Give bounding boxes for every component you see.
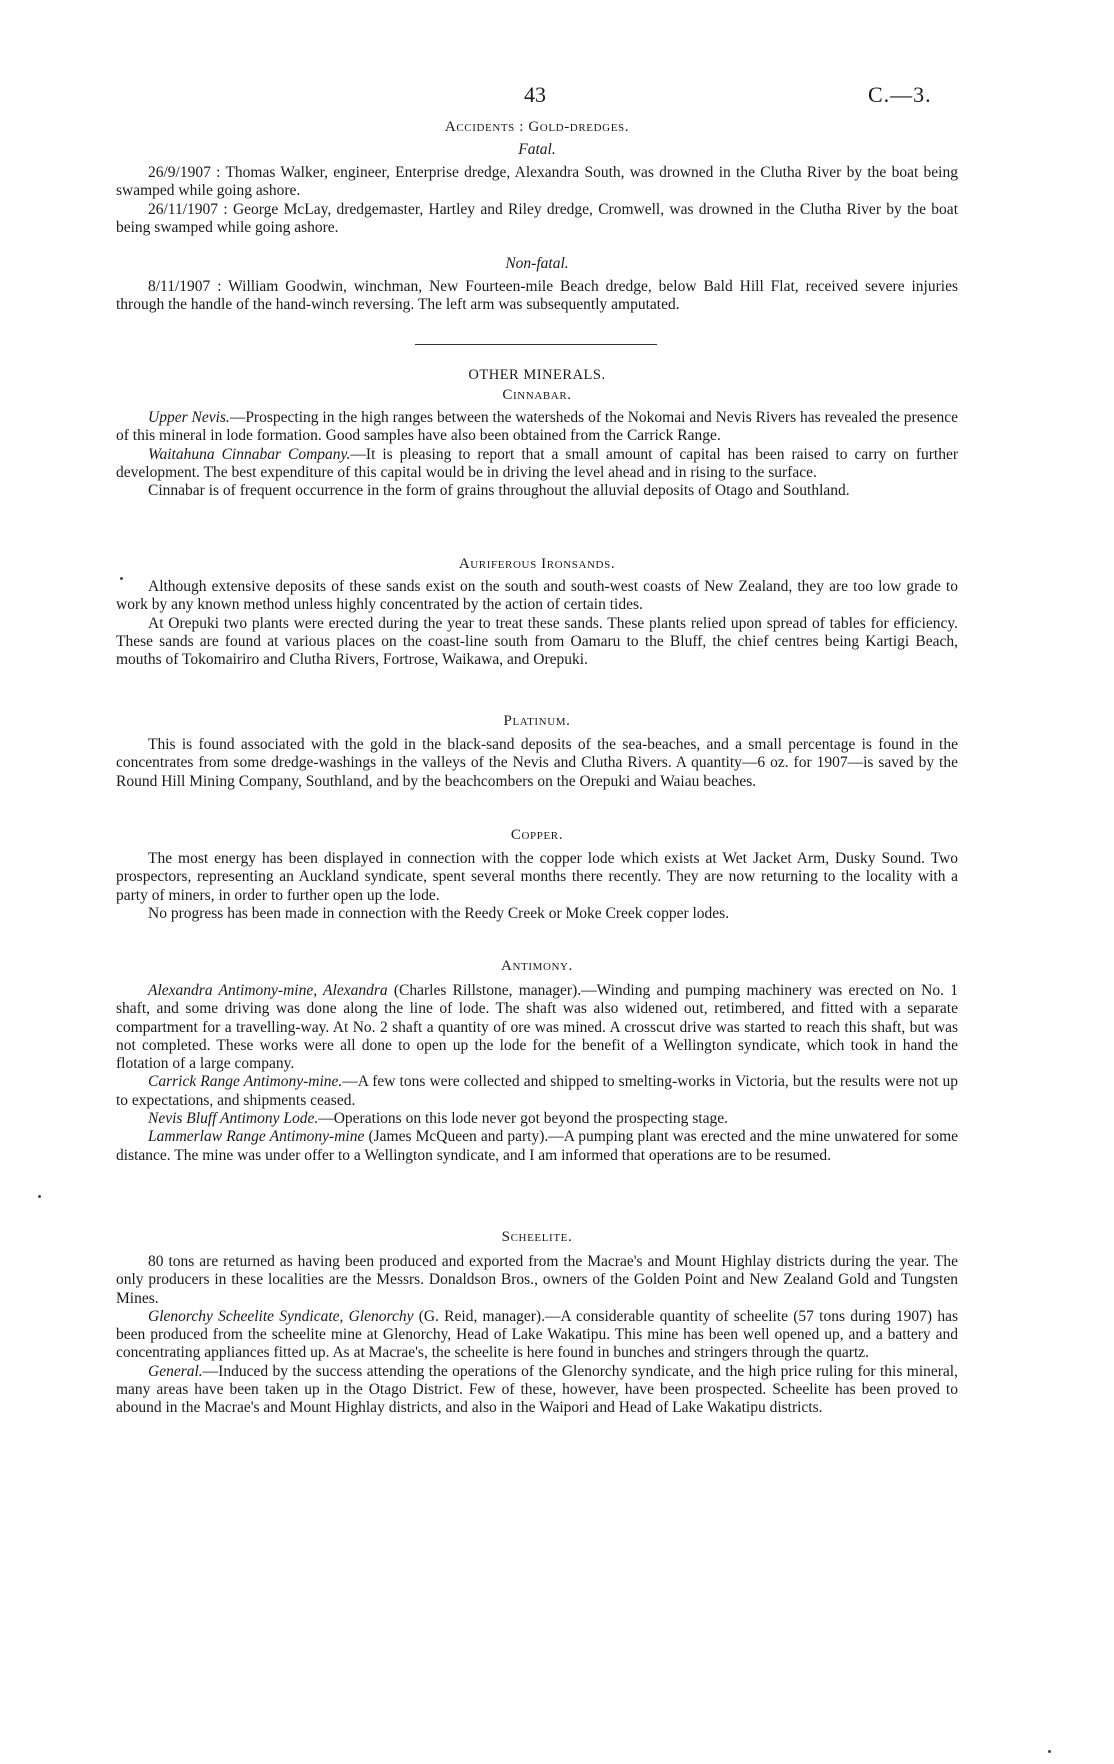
- paragraph-text: (Charles Rillstone, manager).—Winding and pumping machinery was erected on No. 1 shaft, and some driving was done along the line of lode. The shaft was also widened out, retimbered, and fitted with a separate compartment for a travelling-way. At No. 2 shaft a quantity of ore was mined. A crosscut drive was started to reach this shaft, but was not completed. These works were all done to open up the lode for the benefit of a Wellington syndicate, which took in hand the flotation of a large company.: [116, 982, 958, 1073]
- paragraph-text: —Prospecting in the high ranges between the watersheds of the Nokomai and Nevis Rivers has revealed the presence of this mineral in lode formation. Good samples have also been obtained from the Carrick Range.: [116, 409, 958, 445]
- fatal-entry: 26/9/1907 : Thomas Walker, engineer, Enterprise dredge, Alexandra South, was drowned in the Clutha River by the boat being swamped while going ashore.: [116, 164, 958, 200]
- paragraph-lead: Carrick Range Antimony-mine.: [148, 1073, 343, 1091]
- paragraph-text: (G. Reid, manager).—A considerable quantity of scheelite (57 tons during 1907) has been produced from the scheelite mine at Glenorchy, Head of Lake Wakatipu. This mine has been well opened up, and a battery and concentrating appliances fitted up. As at Macrae's, the scheelite is here found in bunches and stringers through the quartz.: [116, 1307, 958, 1362]
- paragraph-lead: Lammerlaw Range Antimony-mine: [148, 1128, 365, 1146]
- paragraph-lead: Alexandra Antimony-mine, Alexandra: [148, 982, 388, 999]
- document-reference: C.—3.: [868, 82, 932, 107]
- scheelite-heading: Scheelite.: [501, 1229, 573, 1245]
- antimony-paragraph: [116, 1128, 958, 1165]
- paragraph-text: —Induced by the success attending the operations of the Glenorchy syndicate, and the high price ruling for this mineral, many areas have been taken up in the Otago District. Few of these, however, have been prospected. Scheelite has been proved to abound in the Macrae's and Mount Highlay districts, and also in the Waipori and Head of Lake Wakatipu districts.: [116, 1362, 958, 1417]
- platinum-heading: Platinum.: [503, 713, 571, 729]
- ironsands-paragraph: At Orepuki two plants were erected during the year to treat these sands. These plants relied upon spread of tables for efficiency. These sands are found at various places on the coast-line south from Oamaru to the Bluff, the chief centres being Kartigi Beach, mouths of Tokomairiro and Clutha Rivers, Fortrose, Waikawa, and Orepuki.: [116, 614, 958, 669]
- cinnabar-paragraph: Cinnabar is of frequent occurrence in the form of grains throughout the alluvial deposits of Otago and Southland.: [148, 482, 850, 500]
- section-divider: [415, 344, 657, 345]
- copper-section: [116, 850, 958, 923]
- copper-paragraph: The most energy has been displayed in connection with the copper lode which exists at Wet Jacket Arm, Dusky Sound. Two prospectors, representing an Auckland syndicate, spent several months there recently. They are now returning to the locality with a party of miners, in order to further open up the lode.: [116, 850, 958, 904]
- paragraph-text: (James McQueen and party).—A pumping plant was erected and the mine unwatered for some distance. The mine was under offer to a Wellington syndicate, and I am informed that operations are to be resumed.: [116, 1128, 959, 1164]
- paragraph-text: —Operations on this lode never got beyond the prospecting stage.: [318, 1110, 728, 1128]
- antimony-paragraph: [116, 982, 958, 1073]
- ironsands-heading: Auriferous Ironsands.: [458, 556, 616, 572]
- antimony-heading: Antimony.: [501, 958, 573, 974]
- paragraph-lead: Nevis Bluff Antimony Lode.: [148, 1110, 319, 1128]
- nonfatal-heading: Non-fatal.: [505, 255, 569, 272]
- fatal-heading: Fatal.: [518, 141, 556, 158]
- scheelite-paragraph: 80 tons are returned as having been produced and exported from the Macrae's and Mount Highlay districts during the year. The only producers in these localities are the Messrs. Donaldson Bros., owners of the Golden Point and New Zealand Gold and Tungsten Mines.: [116, 1253, 958, 1307]
- antimony-paragraph: [116, 1073, 958, 1110]
- nonfatal-accidents: [116, 278, 958, 315]
- paragraph-lead: Upper Nevis.: [148, 409, 230, 426]
- ironsands-paragraph: Although extensive deposits of these sands exist on the south and south-west coasts of New Zealand, they are too low grade to work by any known method unless highly concentrated by the action of certain tides.: [116, 578, 958, 614]
- copper-heading: Copper.: [510, 827, 564, 843]
- ironsands-section: [116, 578, 958, 669]
- copper-paragraph: No progress has been made in connection with the Reedy Creek or Moke Creek copper lodes.: [148, 904, 730, 922]
- platinum-paragraph: This is found associated with the gold in the black-sand deposits of the sea-beaches, and a small percentage is found in the concentrates from some dredge-washings in the valleys of the Nevis and Clutha Rivers. A quantity—6 oz. for 1907—is saved by the Round Hill Mining Company, Southland, and by the beachcombers on the Orepuki and Waiau beaches.: [116, 736, 958, 790]
- cinnabar-heading: Cinnabar.: [502, 387, 572, 403]
- fatal-accidents: [116, 164, 958, 237]
- paragraph-lead: General.: [148, 1362, 203, 1380]
- paragraph-lead: Glenorchy Scheelite Syndicate, Glenorchy: [148, 1307, 414, 1325]
- paragraph-lead: Waitahuna Cinnabar Company.: [148, 445, 351, 463]
- scheelite-paragraph: [116, 1363, 958, 1418]
- cinnabar-paragraph: [116, 446, 958, 483]
- scan-speck: [120, 577, 123, 580]
- paragraph-text: —It is pleasing to report that a small amount of capital has been raised to carry on further development. The best expenditure of this capital would be in driving the level ahead and in rising to the surface.: [116, 445, 958, 481]
- page-number: 43: [524, 82, 546, 107]
- antimony-paragraph: [116, 1110, 958, 1128]
- cinnabar-section: [116, 409, 958, 500]
- nonfatal-entry: 8/11/1907 : William Goodwin, winchman, New Fourteen-mile Beach dredge, below Bald Hill Flat, received severe injuries through the handle of the hand-winch reversing. The left arm was subsequently amputated.: [116, 278, 958, 314]
- scan-speck: [38, 1195, 41, 1198]
- platinum-section: [116, 736, 958, 791]
- antimony-section: [116, 982, 958, 1165]
- cinnabar-paragraph: [116, 409, 958, 446]
- scheelite-paragraph: [116, 1308, 958, 1363]
- fatal-entry: 26/11/1907 : George McLay, dredgemaster, Hartley and Riley dredge, Cromwell, was drowned in the Clutha River by the boat being swamped while going ashore.: [116, 200, 958, 236]
- paragraph-text: —A few tons were collected and shipped to smelting-works in Victoria, but the results were not up to expectations, and shipments ceased.: [116, 1073, 958, 1109]
- scheelite-section: [116, 1253, 958, 1418]
- scan-speck: [1048, 1750, 1051, 1753]
- accidents-heading: Accidents : Gold-dredges.: [444, 119, 630, 135]
- other-minerals-heading: OTHER MINERALS.: [468, 367, 606, 383]
